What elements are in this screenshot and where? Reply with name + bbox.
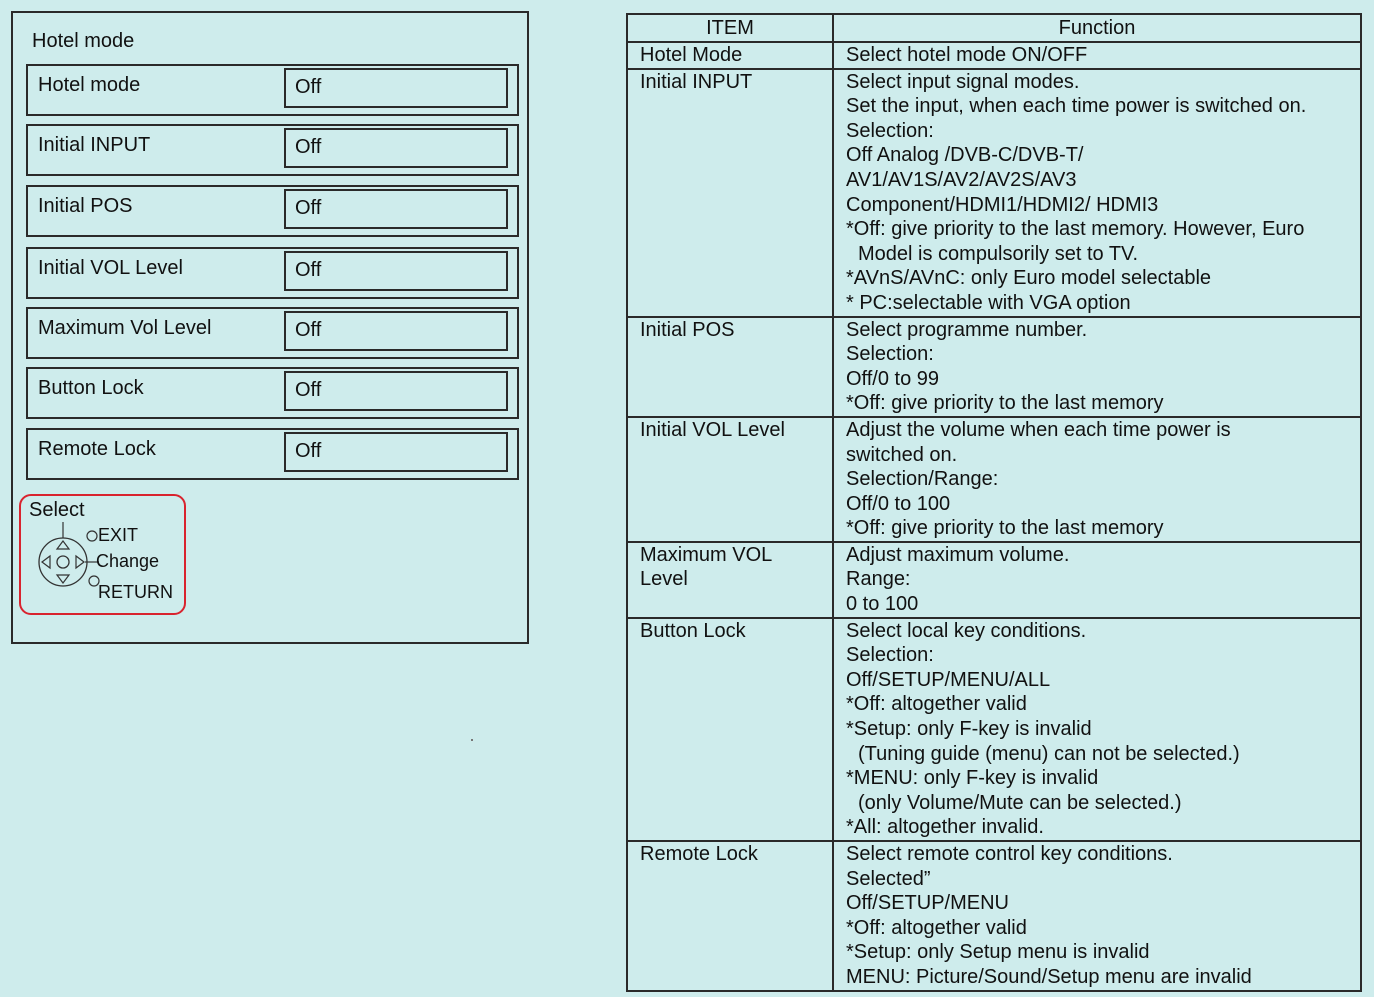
function-cell [833,841,1361,991]
function-line: Selection: [846,119,934,142]
item-cell [627,42,833,69]
menu-row-label: Hotel mode [38,74,141,96]
function-line: Selection/Range: [846,468,999,491]
item-text: Initial POS [640,318,735,341]
function-line: Select local key conditions. [846,619,1087,642]
function-cell [833,542,1361,618]
function-line: Off/0 to 100 [846,492,951,515]
function-line: (Tuning guide (menu) can not be selected.) [858,742,1240,765]
function-line: *Setup: only Setup menu is invalid [846,941,1150,964]
function-cell [833,317,1361,417]
menu-row-hotel-mode[interactable] [26,64,519,116]
item-text: Remote Lock [640,843,758,865]
menu-row-initial-pos[interactable] [26,185,519,237]
item-text: Initial INPUT [640,70,753,93]
function-line: Select remote control key conditions. [846,843,1173,865]
menu-row-initial-vol-level[interactable] [26,247,519,299]
menu-row-label: Maximum Vol Level [38,317,212,339]
menu-row-value[interactable]: Off [284,371,508,411]
menu-row-maximum-vol-level[interactable] [26,307,519,359]
select-label: Select [29,499,85,521]
table-row [627,42,1361,69]
item-text: Maximum VOL [640,543,773,566]
function-line: Adjust the volume when each time power is [846,418,1231,441]
item-cell [627,317,833,417]
function-cell [833,42,1361,69]
function-line: Component/HDMI1/HDMI2/ HDMI3 [846,193,1159,216]
table-row [627,841,1361,991]
menu-row-label: Initial POS [38,195,133,217]
stray-dot [471,739,473,741]
exit-label: EXIT [98,525,139,545]
function-cell [833,69,1361,317]
item-text: Initial VOL Level [640,418,785,441]
function-line: Selection: [846,343,934,366]
function-line: *All: altogether invalid. [846,816,1044,839]
item-cell [627,618,833,841]
menu-title: Hotel mode [32,30,135,52]
function-line: Select programme number. [846,318,1088,341]
function-line: Off/SETUP/MENU [846,892,1009,915]
function-line: Selection: [846,644,934,667]
function-cell [833,618,1361,841]
menu-row-label: Remote Lock [38,438,156,460]
item-cell [627,841,833,991]
item-text: Hotel Mode [640,44,743,66]
item-cell [627,417,833,542]
function-line: *Off: altogether valid [846,916,1027,939]
function-line: Selected” [846,867,931,890]
function-line: *Setup: only F-key is invalid [846,718,1092,741]
menu-row-value[interactable]: Off [284,311,508,351]
item-text: Level [640,568,688,591]
menu-row-remote-lock[interactable] [26,428,519,480]
item-cell [627,69,833,317]
menu-row-value[interactable]: Off [284,432,508,472]
menu-row-value[interactable]: Off [284,189,508,229]
function-line: *AVnS/AVnC: only Euro model selectable [846,267,1212,290]
function-line: AV1/AV1S/AV2/AV2S/AV3 [846,168,1077,191]
menu-row-value[interactable]: Off [284,128,508,168]
item-text: Button Lock [640,619,746,642]
table-row [627,618,1361,841]
function-line: Select input signal modes. [846,70,1080,93]
function-line: MENU: Picture/Sound/Setup menu are invalid [846,965,1252,988]
menu-row-value[interactable]: Off [284,68,508,108]
change-label: Change [96,551,160,571]
menu-row-label: Initial INPUT [38,134,151,156]
table-row [627,417,1361,542]
menu-row-initial-input[interactable] [26,124,519,176]
table-row [627,542,1361,618]
menu-row-value[interactable]: Off [284,251,508,291]
function-line: (only Volume/Mute can be selected.) [858,791,1182,814]
function-line: *MENU: only F-key is invalid [846,767,1099,790]
function-table [626,13,1362,992]
table-row [627,69,1361,317]
function-line: Select hotel mode ON/OFF [846,44,1088,66]
function-cell [833,417,1361,542]
function-line: *Off: altogether valid [846,693,1027,716]
control-guide [19,494,186,615]
function-line: Off Analog /DVB-C/DVB-T/ [846,144,1084,167]
header-item: ITEM [627,14,833,42]
function-line: Model is compulsorily set to TV. [858,242,1139,265]
function-line: Set the input, when each time power is switched on. [846,95,1307,118]
table-row [627,317,1361,417]
item-cell [627,542,833,618]
function-line: *Off: give priority to the last memory [846,517,1164,540]
function-line: Off/SETUP/MENU/ALL [846,668,1051,691]
hotel-mode-menu-panel [11,11,529,644]
function-line: Off/0 to 99 [846,367,940,390]
function-line: *Off: give priority to the last memory [846,392,1164,415]
function-line: * PC:selectable with VGA option [846,291,1131,314]
function-line: 0 to 100 [846,593,919,616]
function-line: Adjust maximum volume. [846,543,1070,566]
menu-row-label: Initial VOL Level [38,257,183,279]
function-line: switched on. [846,443,958,466]
function-line: Range: [846,568,911,591]
function-line: *Off: give priority to the last memory. However, Euro [846,218,1305,241]
menu-row-label: Button Lock [38,377,144,399]
header-function: Function [833,14,1361,42]
return-label: RETURN [98,582,173,602]
table-header-row [627,14,1361,42]
menu-row-button-lock[interactable] [26,367,519,419]
